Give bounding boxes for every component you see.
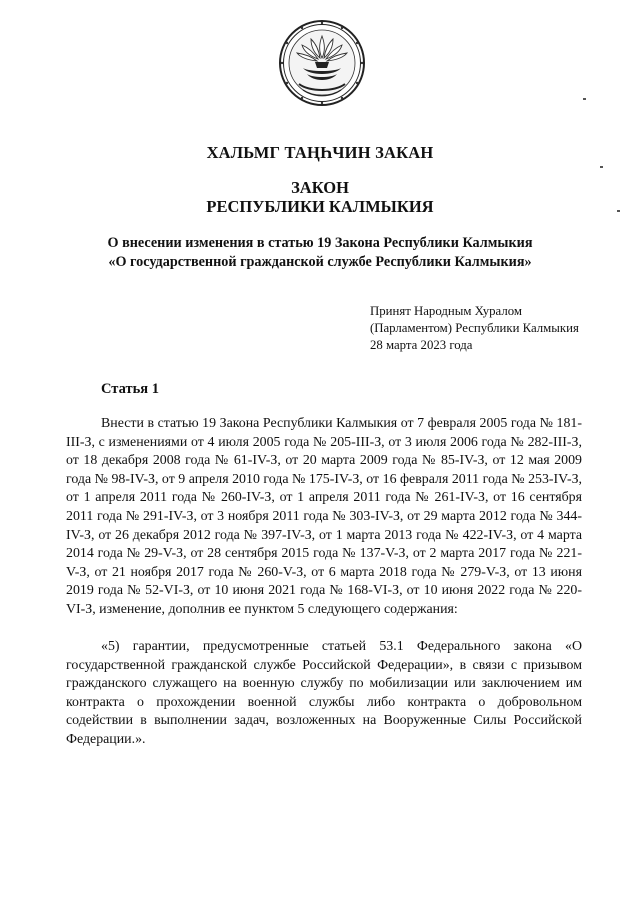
adoption-line-1: Принят Народным Хуралом	[370, 304, 522, 318]
article-heading: Статья 1	[101, 381, 159, 397]
title-law: ЗАКОН	[291, 178, 349, 197]
kalmykia-coat-of-arms-icon	[277, 18, 367, 108]
article-paragraph-main: Внести в статью 19 Закона Республики Калмыкия от 7 февраля 2005 года № 181-III-З, с изменениями от 4 июля 2005 года № 205-III-З, от 3 июля 2006 года № 282-III-З, от 18 декабря 2008 года № 61-IV-З, от 20 марта 2009 года № 85-IV-З, от 12 мая 2009 года № 98-IV-З, от 9 апреля 2010 года № 175-IV-З, от 16 февраля 2011 года № 253-IV-З, от 1 апреля 2011 года № 260-IV-З, от 1 апреля 2011 года № 261-IV-З, от 16 сентября 2011 года № 291-IV-З, от 3 ноября 2011 года № 303-IV-З, от 29 марта 2012 года № 344-IV-З, от 26 декабря 2012 года № 397-IV-З, от 1 марта 2013 года № 422-IV-З, от 4 марта 2014 года № 29-V-З, от 28 сентября 2015 года № 137-V-З, от 2 марта 2017 года № 221-V-З, от 21 ноября 2017 года № 260-V-З, от 6 марта 2018 года № 279-V-З, от 13 июня 2019 года № 52-VI-З, от 10 июня 2021 года № 168-VI-З, от 10 июня 2022 года № 220-VI-З, изменение, дополнив ее пунктом 5 следующего содержания:	[66, 416, 582, 617]
subject-line-2: «О государственной гражданской службе Республики Калмыкия»	[108, 254, 532, 270]
article-paragraph-quote: «5) гарантии, предусмотренные статьей 53.1 Федерального закона «О государственной гражданской службе Российской Федерации», в связи с призывом гражданского служащего на военную службу по мобилизации или заключением им контракта о прохождении военной службы либо контракта о добровольном содействии в выполнении задач, возложенных на Вооруженные Силы Российской Федерации.».	[66, 639, 582, 747]
title-kalmyk: ХАЛЬМГ ТАҢҺЧИН ЗАКАН	[206, 143, 434, 162]
adoption-block	[370, 303, 579, 354]
adoption-date: 28 марта 2023 года	[370, 338, 473, 352]
scan-speck	[617, 210, 620, 212]
scan-speck	[600, 166, 603, 168]
subject-line-1: О внесении изменения в статью 19 Закона Республики Калмыкия	[107, 235, 533, 251]
scan-speck	[583, 98, 586, 100]
adoption-line-2: (Парламентом) Республики Калмыкия	[370, 321, 579, 335]
title-republic: РЕСПУБЛИКИ КАЛМЫКИЯ	[206, 197, 434, 216]
